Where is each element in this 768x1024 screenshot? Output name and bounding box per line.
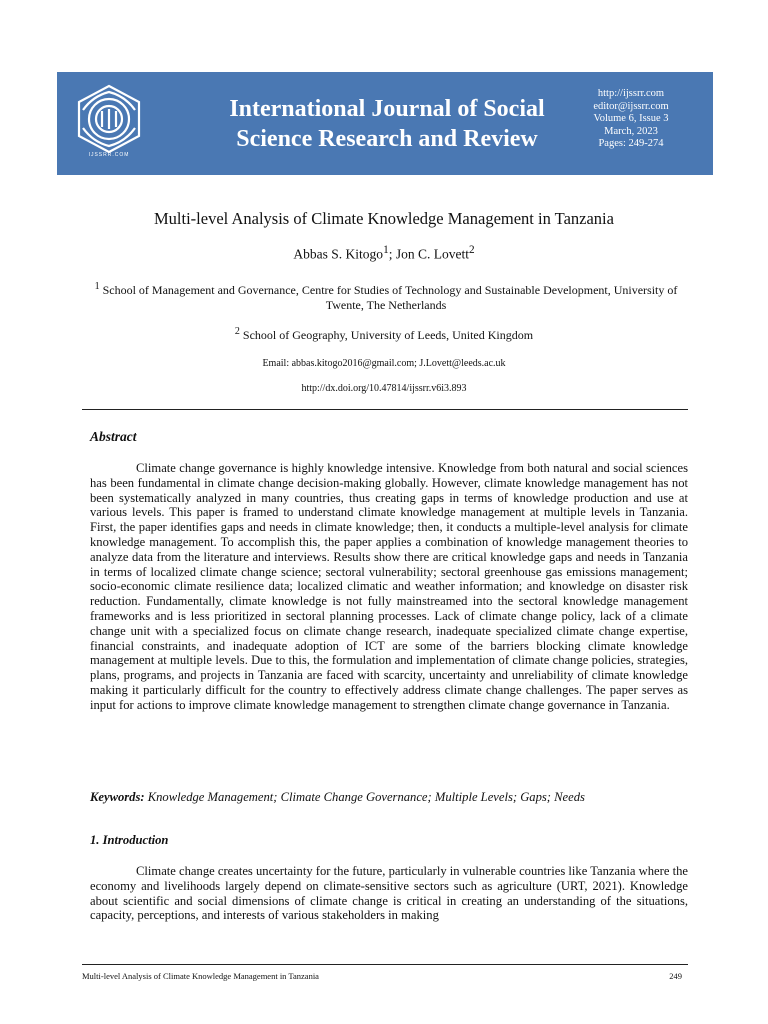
- journal-banner: [57, 72, 713, 175]
- affiliation-1: [84, 279, 688, 313]
- running-title: Multi-level Analysis of Climate Knowledge Management in Tanzania: [82, 971, 319, 981]
- doi-link[interactable]: http://dx.doi.org/10.47814/ijssrr.v6i3.893: [301, 383, 467, 394]
- author-affil-mark: 2: [468, 244, 475, 256]
- keywords: [90, 790, 688, 805]
- issue-date: March, 2023: [604, 125, 658, 137]
- abstract-heading: Abstract: [90, 429, 137, 444]
- journal-logo: [69, 80, 149, 160]
- affil-text: School of Geography, University of Leeds, United Kingdom: [239, 328, 534, 342]
- journal-url[interactable]: http://ijssrr.com: [597, 88, 665, 99]
- volume-issue: Volume 6, Issue 3: [593, 113, 669, 124]
- author-affil-mark: 1: [383, 244, 389, 256]
- journal-meta: [571, 88, 691, 151]
- logo-text: IJSSRR.COM: [88, 152, 130, 158]
- introduction-paragraph: Climate change creates uncertainty for the future, particularly in vulnerable countries like Tanzania where the economy and livelihoods largely depend on climate-sensitive sectors such as agriculture (URT, 2021). Knowledge about scientific and social dimensions of climate change is critical in creating an understanding of the situations, capacity, perceptions, and interests of various stakeholders in making: [90, 864, 688, 923]
- introduction-text: [90, 864, 688, 923]
- author-separator: ;: [388, 246, 396, 262]
- affil-text: School of Management and Governance, Centre for Studies of Technology and Sustainable Development, University of Twente, The Netherlands: [99, 283, 678, 312]
- author-list: [0, 244, 768, 263]
- abstract-text: [90, 461, 688, 713]
- header-divider: [82, 409, 688, 410]
- author-name: Jon C. Lovett: [395, 246, 469, 262]
- section-heading-introduction: 1. Introduction: [90, 833, 169, 847]
- affil-mark: 2: [234, 326, 240, 337]
- abstract-paragraph: Climate change governance is highly knowledge intensive. Knowledge from both natural and social sciences has been fundamental in climate change decision-making globally. However, climate knowledge management has not been systematically analyzed in many countries, thus creating gaps in terms of knowledge production and use at various levels. This paper is framed to understand climate knowledge management at multiple levels in Tanzania. First, the paper identifies gaps and needs in climate knowledge; then, it conducts a multiple-level analysis for climate knowledge management. To accomplish this, the paper applies a combination of knowledge management theories to analyze data from the literature and interviews. Results show there are critical knowledge gaps and needs in Tanzania in terms of localized climate change science; sectoral vulnerability; sectoral greenhouse gas emissions management; socio-economic climate resilience data; localized climatic and weather information; and knowledge on disaster risk reduction. Fundamentally, climate knowledge is not fully mainstreamed into the sectoral knowledge management frameworks and is less prioritized in sectoral planning processes. Lack of climate change policy, lack of a climate change unit with a specialized focus on climate change research, inadequate specialized climate change expertise, financial constraints, and inadequate adoption of ICT are some of the barriers blocking climate knowledge management at multiple levels. Due to this, the formulation and implementation of climate change policies, strategies, plans, programs, and projects in Tanzania are faced with scarcity, uncertainty and unreliability of climate knowledge making it particularly difficult for the country to effectively address climate change challenges. The paper serves as input for actions to improve climate knowledge management to strengthen climate change governance in Tanzania.: [90, 461, 688, 712]
- affil-mark: 1: [94, 281, 100, 292]
- page-range: Pages: 249-274: [598, 138, 664, 149]
- journal-title: International Journal of Social Science Research and Review: [229, 96, 545, 152]
- footer-divider: [82, 964, 688, 965]
- paper-title: Multi-level Analysis of Climate Knowledge Management in Tanzania: [154, 209, 614, 228]
- keywords-label: Keywords:: [90, 790, 145, 804]
- affiliation-2: [0, 326, 768, 343]
- page-number: 249: [669, 971, 682, 981]
- keywords-list: Knowledge Management; Climate Change Governance; Multiple Levels; Gaps; Needs: [144, 790, 585, 804]
- author-name: Abbas S. Kitogo: [293, 246, 384, 262]
- journal-email[interactable]: editor@ijssrr.com: [593, 100, 669, 112]
- author-emails[interactable]: Email: abbas.kitogo2016@gmail.com; J.Lovett@leeds.ac.uk: [262, 358, 506, 369]
